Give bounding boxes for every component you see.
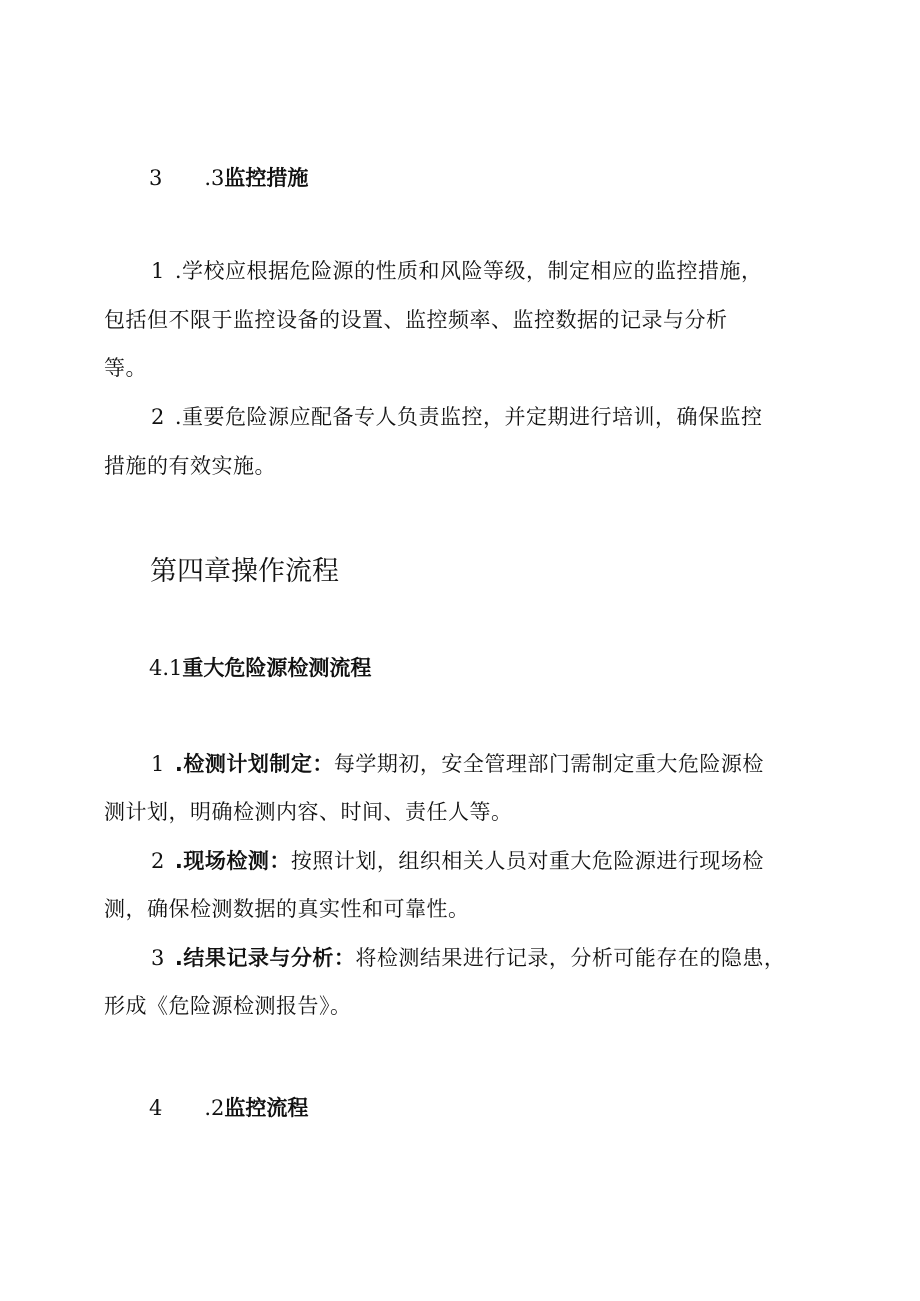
- section-title: 监控措施: [224, 166, 309, 190]
- section-number-part-b: .2: [204, 1096, 225, 1120]
- section-number-part-a: 3: [149, 166, 163, 190]
- paragraph-text: 措施的有效实施。: [104, 454, 276, 478]
- paragraph-line: [151, 257, 763, 285]
- list-marker: 1: [151, 259, 165, 283]
- paragraph-line: [104, 306, 728, 334]
- paragraph-line: [104, 992, 352, 1020]
- paragraph-text: 将检测结果进行记录，分析可能存在的隐患，: [355, 946, 786, 970]
- paragraph-line: [104, 798, 513, 826]
- list-marker: 2: [151, 405, 165, 429]
- paragraph-text: 包括但不限于监控设备的设置、监控频率、监控数据的记录与分析: [104, 308, 728, 332]
- list-marker: 1: [151, 752, 165, 776]
- paragraph-text: 测计划，明确检测内容、时间、责任人等。: [104, 800, 513, 824]
- section-number-part-b: .3: [204, 166, 225, 190]
- paragraph-line: [104, 452, 276, 480]
- paragraph-text: .重要危险源应配备专人负责监控，并定期进行培训，确保监控: [174, 405, 763, 429]
- paragraph-line: [104, 895, 470, 923]
- paragraph-text: 等。: [104, 356, 147, 380]
- chapter-title: 第四章操作流程: [150, 556, 339, 587]
- section-number: 4.1: [149, 656, 183, 680]
- paragraph-text: 形成《危险源检测报告》。: [104, 994, 352, 1018]
- paragraph-text: 测，确保检测数据的真实性和可靠性。: [104, 897, 470, 921]
- paragraph-line: [104, 354, 147, 382]
- paragraph-text: 按照计划，组织相关人员对重大危险源进行现场检: [290, 849, 764, 873]
- paragraph-text: .学校应根据危险源的性质和风险等级，制定相应的监控措施，: [174, 259, 763, 283]
- section-heading-4-1: [149, 654, 371, 682]
- paragraph-line: [151, 403, 763, 431]
- paragraph-line: [151, 847, 764, 875]
- section-title: 监控流程: [224, 1096, 309, 1120]
- list-marker: 3: [151, 946, 165, 970]
- section-title: 重大危险源检测流程: [182, 656, 372, 680]
- item-label: .现场检测：: [174, 849, 291, 873]
- section-heading-4-2: [149, 1094, 308, 1122]
- item-label: .结果记录与分析：: [174, 946, 356, 970]
- paragraph-text: 每学期初，安全管理部门需制定重大危险源检: [333, 752, 764, 776]
- item-label: .检测计划制定：: [174, 752, 334, 776]
- section-heading-3-3: [149, 164, 308, 192]
- paragraph-line: [151, 944, 785, 972]
- list-marker: 2: [151, 849, 165, 873]
- paragraph-line: [151, 750, 764, 778]
- section-number-part-a: 4: [149, 1096, 163, 1120]
